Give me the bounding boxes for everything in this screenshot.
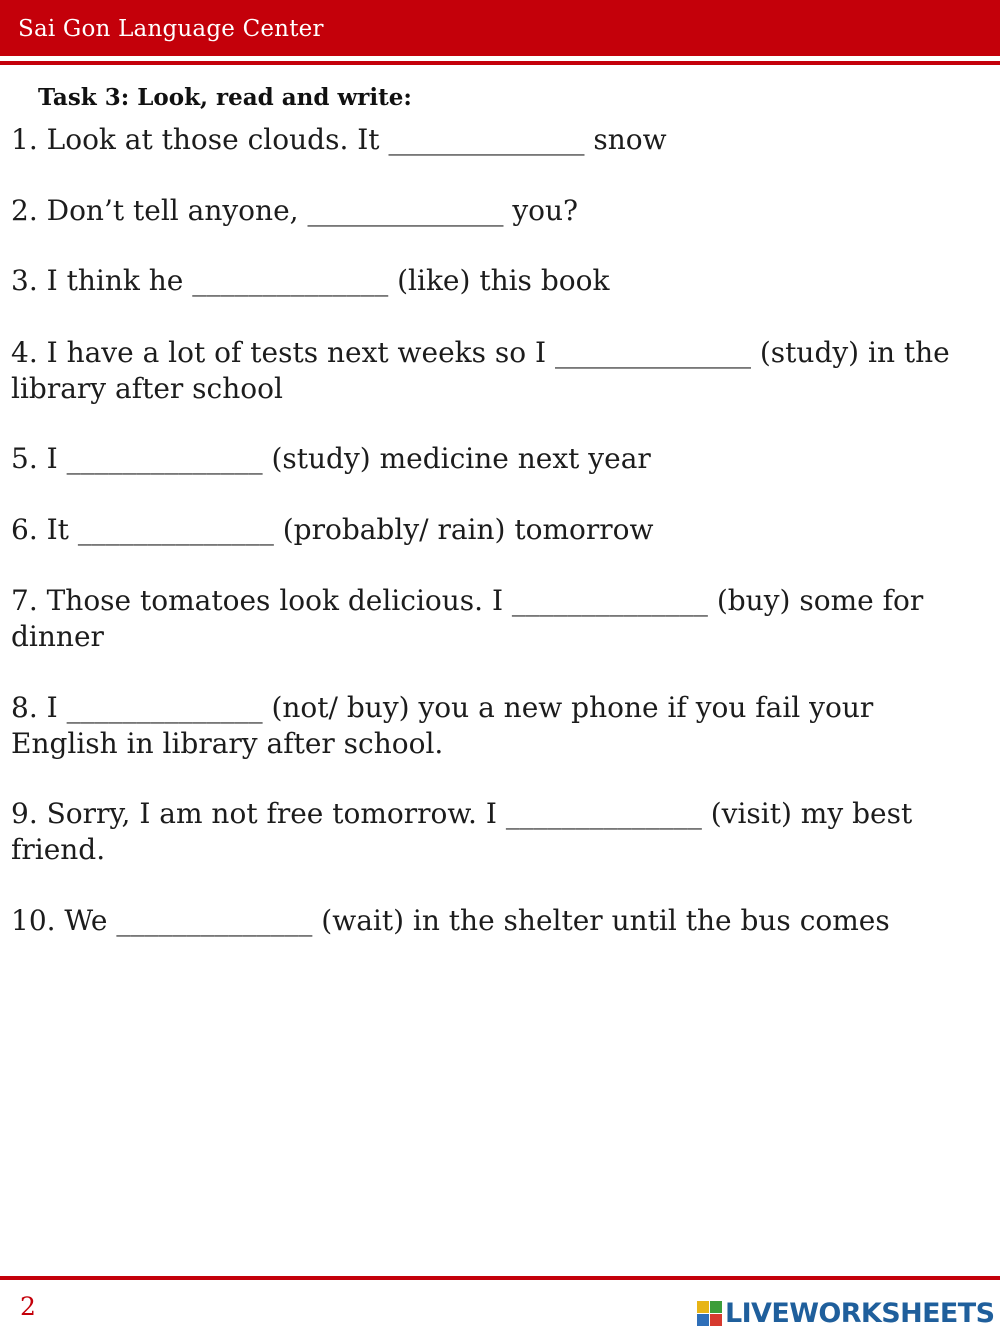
question-10: 10. We ______________ (wait) in the shelter until the bus comes (11, 904, 890, 937)
header-divider (0, 61, 1000, 65)
header-title: Sai Gon Language Center (18, 16, 324, 42)
question-7: 7. Those tomatoes look delicious. I ______________ (buy) some for dinner (11, 584, 933, 653)
liveworksheets-logo[interactable] (697, 1298, 994, 1329)
liveworksheets-brand-text: LIVEWORKSHEETS (725, 1298, 995, 1329)
liveworksheets-logo-icon (697, 1301, 723, 1327)
header-bar (0, 0, 1000, 56)
question-8: 8. I ______________ (not/ buy) you a new phone if you fail your English in library after school. (11, 691, 883, 760)
question-6: 6. It ______________ (probably/ rain) tomorrow (11, 513, 654, 546)
question-4: 4. I have a lot of tests next weeks so I ______________ (study) in the library after school (11, 336, 959, 405)
footer-divider (0, 1276, 1000, 1280)
task-title: Task 3: Look, read and write: (38, 84, 412, 111)
question-5: 5. I ______________ (study) medicine next year (11, 442, 651, 475)
question-2: 2. Don’t tell anyone, ______________ you? (11, 194, 579, 227)
page-number: 2 (20, 1292, 36, 1321)
question-9: 9. Sorry, I am not free tomorrow. I ______________ (visit) my best friend. (11, 797, 922, 866)
question-3: 3. I think he ______________ (like) this book (11, 264, 610, 297)
question-1: 1. Look at those clouds. It ______________ snow (11, 123, 667, 156)
